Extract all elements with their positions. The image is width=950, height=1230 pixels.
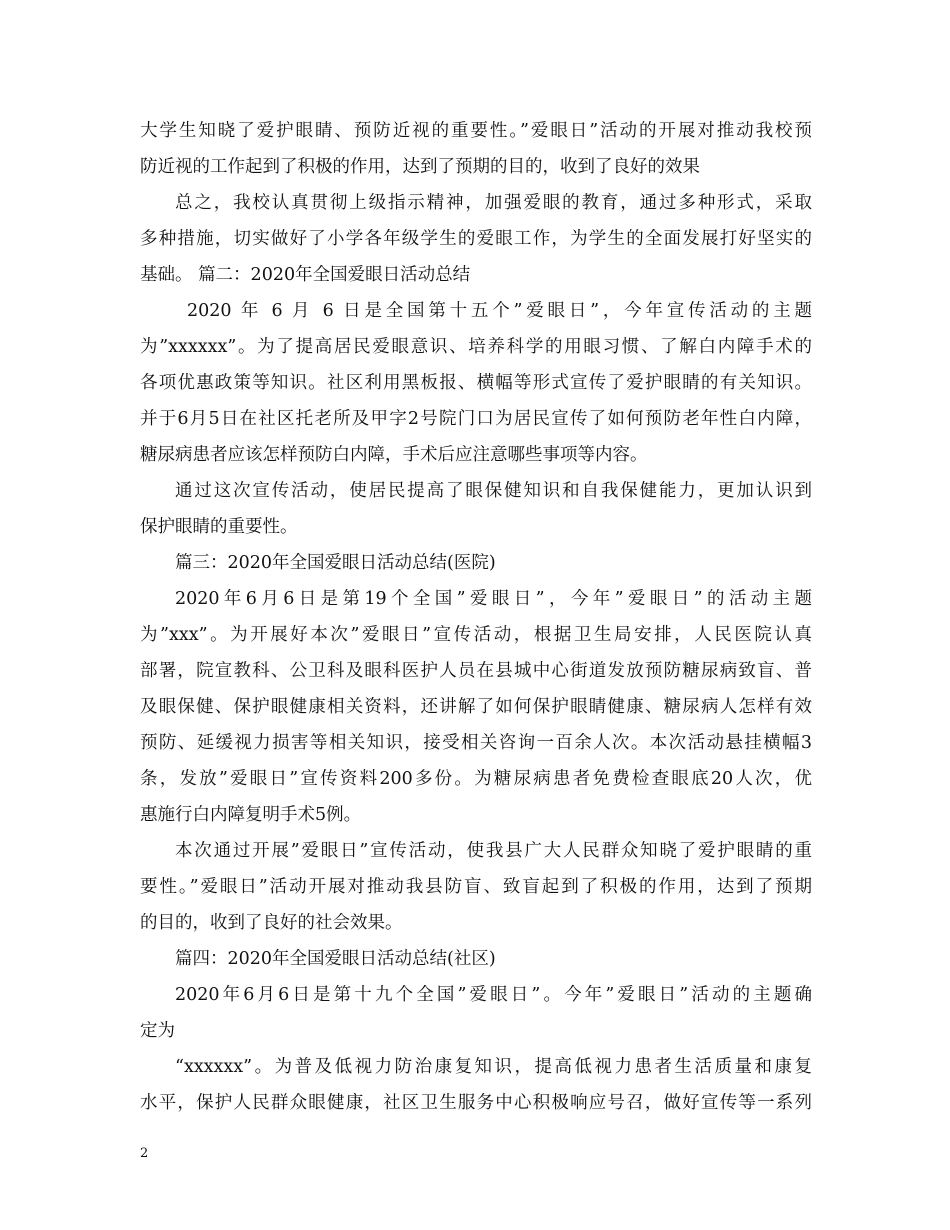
text-line: 要性。”爱眼日”活动开展对推动我县防盲、致盲起到了积极的作用，达到了预期: [140, 877, 812, 897]
text-line: 多种措施，切实做好了小学各年级学生的爱眼工作，为学生的全面发展打好坚实的: [140, 229, 812, 249]
text-line: 及眼保健、保护眼健康相关资料，还讲解了如何保护眼睛健康、糖尿病人怎样有效: [140, 697, 812, 717]
text-line: 通过这次宣传活动，使居民提高了眼保健知识和自我保健能力，更加认识到: [175, 481, 812, 501]
text-line: 条，发放”爱眼日”宣传资料200多份。为糖尿病患者免费检查眼底20人次，优: [140, 769, 812, 789]
text-line: 篇三：2020年全国爱眼日活动总结(医院): [175, 553, 496, 573]
text-line: 大学生知晓了爱护眼睛、预防近视的重要性。”爱眼日”活动的开展对推动我校预: [140, 121, 812, 141]
text-line: 篇四：2020年全国爱眼日活动总结(社区): [175, 949, 496, 969]
text-line: 基础。 篇二：2020年全国爱眼日活动总结: [140, 265, 471, 285]
text-line: 为”xxx”。为开展好本次”爱眼日”宣传活动，根据卫生局安排，人民医院认真: [140, 625, 812, 645]
text-line: 预防、延缓视力损害等相关知识，接受相关咨询一百余人次。本次活动悬挂横幅3: [140, 733, 812, 753]
text-line: 保护眼睛的重要性。: [140, 517, 298, 537]
text-line: 2020年6月6日是第十九个全国”爱眼日”。今年”爱眼日”活动的主题确: [175, 985, 812, 1005]
text-line: 并于6月5日在社区托老所及甲字2号院门口为居民宣传了如何预防老年性白内障，: [140, 409, 812, 429]
page-number: 2: [140, 1146, 149, 1161]
text-line: 部署，院宣教科、公卫科及眼科医护人员在县城中心街道发放预防糖尿病致盲、普: [140, 661, 812, 681]
text-line: 糖尿病患者应该怎样预防白内障，手术后应注意哪些事项等内容。: [140, 445, 648, 465]
text-line: 为”xxxxxx”。为了提高居民爱眼意识、培养科学的用眼习惯、了解白内障手术的: [140, 337, 812, 357]
text-line: 水平，保护人民群众眼健康，社区卫生服务中心积极响应号召，做好宣传等一系列: [140, 1093, 812, 1113]
text-line: 总之，我校认真贯彻上级指示精神，加强爱眼的教育，通过多种形式，采取: [175, 193, 812, 213]
text-line: “xxxxxx”。为普及低视力防治康复知识，提高低视力患者生活质量和康复: [175, 1057, 812, 1077]
text-line: 本次通过开展”爱眼日”宣传活动，使我县广大人民群众知晓了爱护眼睛的重: [175, 841, 812, 861]
body-text: [140, 113, 812, 1121]
text-line: 防近视的工作起到了积极的作用，达到了预期的目的，收到了良好的效果: [140, 157, 700, 177]
text-line: 惠施行白内障复明手术5例。: [140, 805, 362, 825]
text-line: 2020 年 6 月 6 日是全国第十五个”爱眼日”，今年宣传活动的主题: [187, 301, 812, 321]
text-line: 的目的，收到了良好的社会效果。: [140, 913, 403, 933]
text-line: 各项优惠政策等知识。社区利用黑板报、横幅等形式宣传了爱护眼睛的有关知识。: [140, 373, 812, 393]
text-line: 2020年6月6日是第19个全国”爱眼日”，今年”爱眼日”的活动主题: [175, 589, 812, 609]
text-line: 定为: [140, 1021, 175, 1041]
